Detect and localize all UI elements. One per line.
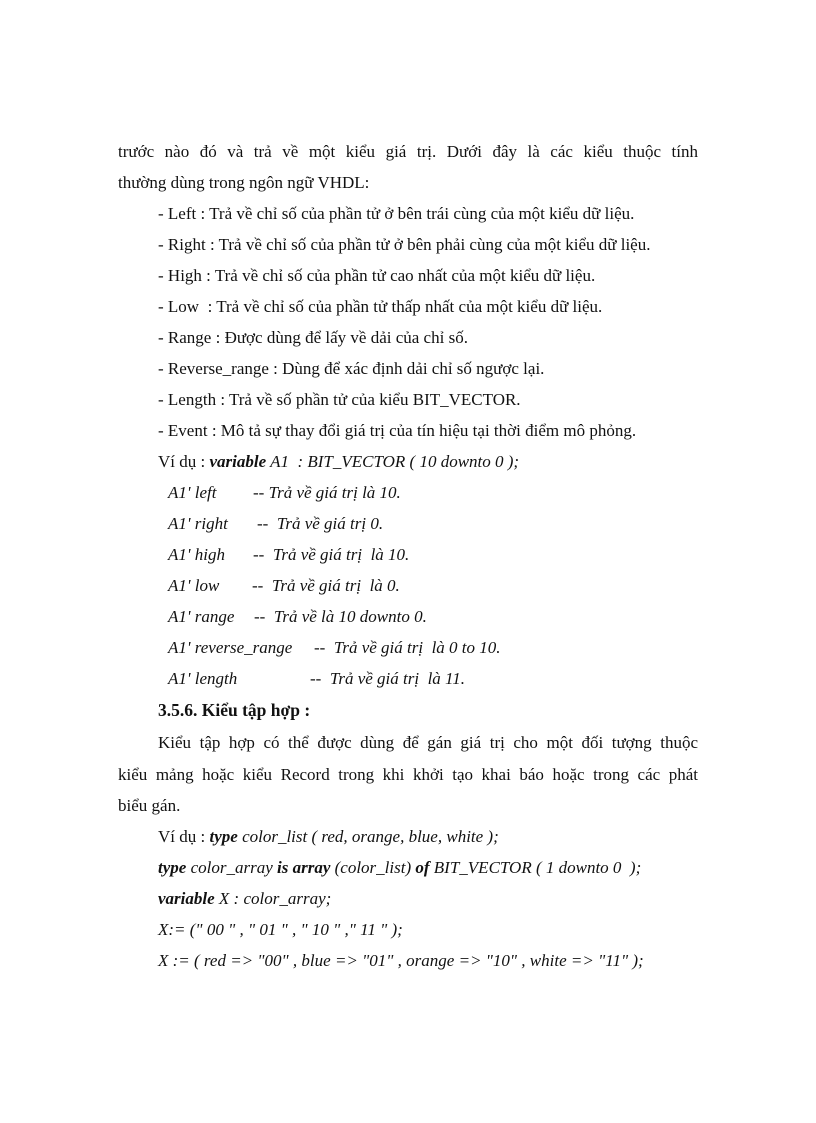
example2-line-2-rest: BIT_VECTOR ( 1 downto 0 ); (429, 858, 642, 877)
example2-line-3-rest: X : color_array; (214, 889, 332, 908)
example2-type-keyword: type (209, 827, 238, 846)
example1-comment-left: -- Trả về giá trị là 10. (253, 483, 401, 502)
example2-line-2-mid2: (color_list) (330, 858, 416, 877)
example2-line-3 (158, 888, 331, 910)
attribute-high: - High : Trả về chỉ số của phần tử cao nhất của một kiểu dữ liệu. (158, 266, 596, 285)
example1-expr-length: A1' length (168, 669, 238, 688)
example2-line-4: X:= (" 00 " , " 01 " , " 10 " ," 11 " ); (158, 920, 403, 939)
example1-comment-length: -- Trả về giá trị là 11. (310, 669, 466, 688)
example2-line-2-kw2: is array (277, 858, 331, 877)
example1-comment-right: -- Trả về giá trị 0. (257, 514, 384, 533)
example1-rest: A1 : BIT_VECTOR ( 10 downto 0 ); (266, 452, 520, 471)
example1-comment-low: -- Trả về giá trị là 0. (252, 576, 400, 595)
example2-line-1 (158, 826, 499, 848)
example1-keyword: variable (209, 452, 267, 471)
example1-expr-high: A1' high (168, 545, 225, 564)
attribute-left: - Left : Trả về chỉ số của phần tử ở bên trái cùng của một kiểu dữ liệu. (158, 204, 635, 223)
example1-expr-low: A1' low (168, 576, 220, 595)
section-para-line-1: Kiểu tập hợp có thể được dùng để gán giá trị cho một đối tượng thuộc (158, 733, 698, 752)
example1-expr-range: A1' range (168, 607, 235, 626)
attribute-low: - Low : Trả về chỉ số của phần tử thấp nhất của một kiểu dữ liệu. (158, 297, 603, 316)
attribute-reverse-range: - Reverse_range : Dùng để xác định dải chỉ số ngược lại. (158, 359, 545, 378)
example2-line-2-mid1: color_array (186, 858, 277, 877)
attribute-event: - Event : Mô tả sự thay đổi giá trị của tín hiệu tại thời điểm mô phỏng. (158, 421, 637, 440)
example1-expr-right: A1' right (168, 514, 228, 533)
example1-expr-left: A1' left (168, 483, 217, 502)
attribute-range: - Range : Được dùng để lấy về dải của chỉ số. (158, 328, 468, 347)
section-para-line-2: kiểu mảng hoặc kiểu Record trong khi khởi tạo khai báo hoặc trong các phát (118, 765, 698, 784)
example1-comment-range: -- Trả về là 10 downto 0. (254, 607, 427, 626)
example1-comment-reverse-range: -- Trả về giá trị là 0 to 10. (314, 638, 501, 657)
attribute-right: - Right : Trả về chỉ số của phần tử ở bên phải cùng của một kiểu dữ liệu. (158, 235, 651, 254)
example2-prefix: Ví dụ : (158, 827, 210, 846)
intro-line-1: trước nào đó và trả về một kiểu giá trị. Dưới đây là các kiểu thuộc tính (118, 142, 698, 161)
example1-declaration (158, 451, 519, 473)
example1-prefix: Ví dụ : (158, 452, 210, 471)
example2-line-2-kw1: type (158, 858, 187, 877)
example2-line-1-rest: color_list ( red, orange, blue, white ); (237, 827, 499, 846)
example1-expr-reverse-range: A1' reverse_range (168, 638, 293, 657)
example2-line-5: X := ( red => "00" , blue => "01" , orange => "10" , white => "11" ); (158, 951, 644, 970)
example1-comment-high: -- Trả về giá trị là 10. (253, 545, 410, 564)
example2-line-2-kw3: of (415, 858, 430, 877)
example2-line-2 (158, 857, 641, 879)
intro-line-2: thường dùng trong ngôn ngữ VHDL: (118, 173, 370, 192)
attribute-length: - Length : Trả về số phần tử của kiểu BIT_VECTOR. (158, 390, 521, 409)
section-heading: 3.5.6. Kiểu tập hợp : (158, 700, 311, 720)
section-para-line-3: biểu gán. (118, 796, 181, 815)
example2-line-3-kw: variable (158, 889, 215, 908)
